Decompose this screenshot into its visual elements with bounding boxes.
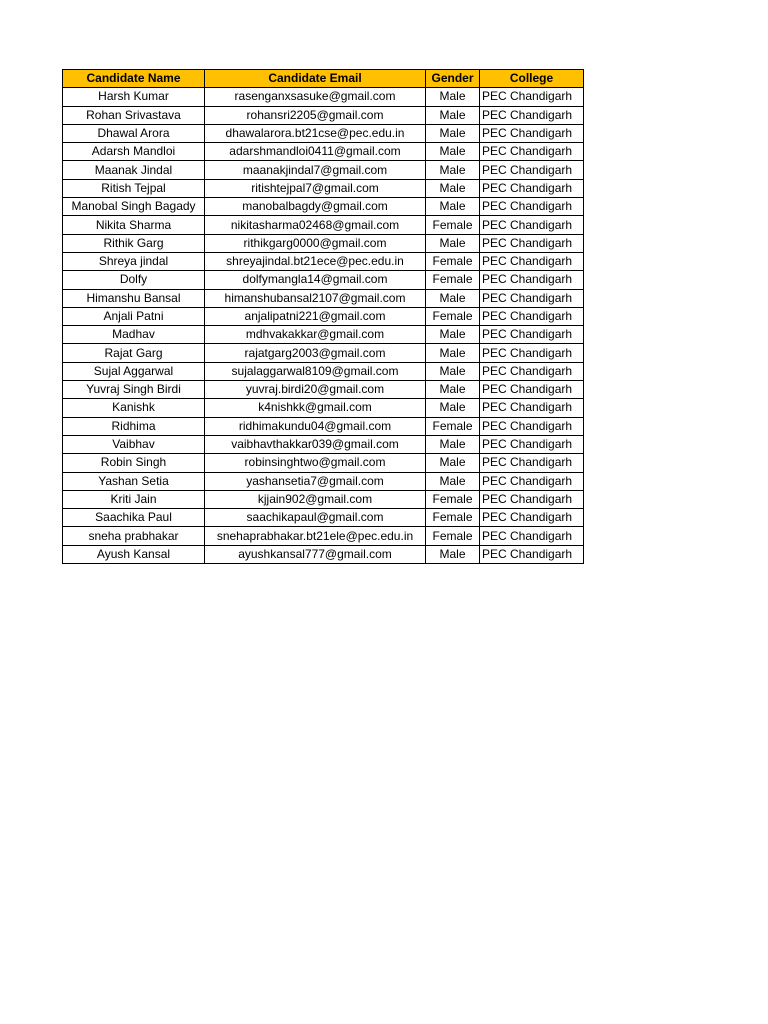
cell-candidate-name: Sujal Aggarwal bbox=[63, 362, 205, 380]
cell-candidate-email: shreyajindal.bt21ece@pec.edu.in bbox=[205, 252, 426, 270]
cell-candidate-name: Harsh Kumar bbox=[63, 88, 205, 106]
table-row bbox=[63, 234, 584, 252]
cell-college: PEC Chandigarh bbox=[480, 234, 584, 252]
table-row bbox=[63, 88, 584, 106]
table-row bbox=[63, 472, 584, 490]
cell-candidate-email: adarshmandloi0411@gmail.com bbox=[205, 143, 426, 161]
cell-college: PEC Chandigarh bbox=[480, 252, 584, 270]
table-row bbox=[63, 106, 584, 124]
cell-candidate-email: saachikapaul@gmail.com bbox=[205, 509, 426, 527]
cell-candidate-email: himanshubansal2107@gmail.com bbox=[205, 289, 426, 307]
cell-gender: Female bbox=[426, 509, 480, 527]
cell-college: PEC Chandigarh bbox=[480, 124, 584, 142]
cell-college: PEC Chandigarh bbox=[480, 362, 584, 380]
cell-college: PEC Chandigarh bbox=[480, 344, 584, 362]
table-row bbox=[63, 216, 584, 234]
cell-college: PEC Chandigarh bbox=[480, 216, 584, 234]
cell-candidate-email: rithikgarg0000@gmail.com bbox=[205, 234, 426, 252]
header-gender: Gender bbox=[426, 70, 480, 88]
cell-gender: Male bbox=[426, 362, 480, 380]
table-row bbox=[63, 124, 584, 142]
table-row bbox=[63, 545, 584, 563]
header-candidate-email: Candidate Email bbox=[205, 70, 426, 88]
cell-gender: Female bbox=[426, 527, 480, 545]
header-college: College bbox=[480, 70, 584, 88]
cell-candidate-name: Madhav bbox=[63, 326, 205, 344]
cell-gender: Male bbox=[426, 124, 480, 142]
cell-candidate-email: yashansetia7@gmail.com bbox=[205, 472, 426, 490]
cell-gender: Female bbox=[426, 216, 480, 234]
table-row bbox=[63, 289, 584, 307]
cell-college: PEC Chandigarh bbox=[480, 399, 584, 417]
cell-college: PEC Chandigarh bbox=[480, 417, 584, 435]
cell-candidate-email: maanakjindal7@gmail.com bbox=[205, 161, 426, 179]
cell-candidate-name: Rajat Garg bbox=[63, 344, 205, 362]
cell-candidate-email: sujalaggarwal8109@gmail.com bbox=[205, 362, 426, 380]
cell-candidate-name: Yashan Setia bbox=[63, 472, 205, 490]
cell-college: PEC Chandigarh bbox=[480, 509, 584, 527]
cell-gender: Female bbox=[426, 252, 480, 270]
cell-candidate-name: Shreya jindal bbox=[63, 252, 205, 270]
cell-candidate-email: ritishtejpal7@gmail.com bbox=[205, 179, 426, 197]
cell-gender: Female bbox=[426, 417, 480, 435]
cell-candidate-name: Rohan Srivastava bbox=[63, 106, 205, 124]
cell-candidate-email: dhawalarora.bt21cse@pec.edu.in bbox=[205, 124, 426, 142]
cell-gender: Male bbox=[426, 106, 480, 124]
cell-candidate-email: nikitasharma02468@gmail.com bbox=[205, 216, 426, 234]
table-row bbox=[63, 143, 584, 161]
cell-candidate-name: Robin Singh bbox=[63, 454, 205, 472]
cell-college: PEC Chandigarh bbox=[480, 326, 584, 344]
table-row bbox=[63, 179, 584, 197]
header-candidate-name: Candidate Name bbox=[63, 70, 205, 88]
cell-college: PEC Chandigarh bbox=[480, 307, 584, 325]
cell-candidate-email: vaibhavthakkar039@gmail.com bbox=[205, 435, 426, 453]
cell-candidate-name: sneha prabhakar bbox=[63, 527, 205, 545]
table-row bbox=[63, 252, 584, 270]
table-row bbox=[63, 509, 584, 527]
cell-candidate-email: dolfymangla14@gmail.com bbox=[205, 271, 426, 289]
cell-college: PEC Chandigarh bbox=[480, 527, 584, 545]
cell-college: PEC Chandigarh bbox=[480, 289, 584, 307]
table-row bbox=[63, 399, 584, 417]
table-row bbox=[63, 326, 584, 344]
cell-candidate-email: snehaprabhakar.bt21ele@pec.edu.in bbox=[205, 527, 426, 545]
cell-candidate-name: Vaibhav bbox=[63, 435, 205, 453]
cell-gender: Male bbox=[426, 161, 480, 179]
cell-candidate-email: kjjain902@gmail.com bbox=[205, 490, 426, 508]
cell-college: PEC Chandigarh bbox=[480, 472, 584, 490]
cell-candidate-name: Kanishk bbox=[63, 399, 205, 417]
table-row bbox=[63, 344, 584, 362]
cell-candidate-email: rohansri2205@gmail.com bbox=[205, 106, 426, 124]
cell-college: PEC Chandigarh bbox=[480, 545, 584, 563]
cell-candidate-email: ridhimakundu04@gmail.com bbox=[205, 417, 426, 435]
cell-candidate-name: Anjali Patni bbox=[63, 307, 205, 325]
cell-candidate-email: yuvraj.birdi20@gmail.com bbox=[205, 381, 426, 399]
cell-gender: Male bbox=[426, 381, 480, 399]
cell-college: PEC Chandigarh bbox=[480, 106, 584, 124]
cell-candidate-name: Yuvraj Singh Birdi bbox=[63, 381, 205, 399]
cell-candidate-name: Rithik Garg bbox=[63, 234, 205, 252]
cell-candidate-email: robinsinghtwo@gmail.com bbox=[205, 454, 426, 472]
cell-college: PEC Chandigarh bbox=[480, 179, 584, 197]
cell-candidate-name: Manobal Singh Bagady bbox=[63, 198, 205, 216]
cell-candidate-email: rajatgarg2003@gmail.com bbox=[205, 344, 426, 362]
cell-candidate-email: anjalipatni221@gmail.com bbox=[205, 307, 426, 325]
cell-gender: Male bbox=[426, 435, 480, 453]
candidate-table bbox=[62, 69, 584, 564]
cell-gender: Male bbox=[426, 472, 480, 490]
cell-college: PEC Chandigarh bbox=[480, 161, 584, 179]
cell-candidate-email: mdhvakakkar@gmail.com bbox=[205, 326, 426, 344]
cell-candidate-name: Ridhima bbox=[63, 417, 205, 435]
table-row bbox=[63, 527, 584, 545]
table-row bbox=[63, 161, 584, 179]
cell-candidate-name: Kriti Jain bbox=[63, 490, 205, 508]
cell-college: PEC Chandigarh bbox=[480, 435, 584, 453]
cell-gender: Male bbox=[426, 326, 480, 344]
cell-candidate-name: Ritish Tejpal bbox=[63, 179, 205, 197]
cell-candidate-email: k4nishkk@gmail.com bbox=[205, 399, 426, 417]
table-row bbox=[63, 490, 584, 508]
cell-candidate-name: Saachika Paul bbox=[63, 509, 205, 527]
cell-gender: Male bbox=[426, 399, 480, 417]
cell-gender: Male bbox=[426, 545, 480, 563]
header-row bbox=[63, 70, 584, 88]
table-row bbox=[63, 271, 584, 289]
cell-college: PEC Chandigarh bbox=[480, 490, 584, 508]
table-row bbox=[63, 198, 584, 216]
cell-gender: Male bbox=[426, 289, 480, 307]
cell-candidate-email: manobalbagdy@gmail.com bbox=[205, 198, 426, 216]
cell-college: PEC Chandigarh bbox=[480, 454, 584, 472]
cell-gender: Male bbox=[426, 234, 480, 252]
cell-college: PEC Chandigarh bbox=[480, 381, 584, 399]
cell-candidate-name: Dolfy bbox=[63, 271, 205, 289]
table-row bbox=[63, 307, 584, 325]
cell-gender: Male bbox=[426, 179, 480, 197]
table-row bbox=[63, 381, 584, 399]
table-body bbox=[63, 88, 584, 564]
cell-gender: Female bbox=[426, 490, 480, 508]
cell-gender: Female bbox=[426, 271, 480, 289]
cell-candidate-name: Ayush Kansal bbox=[63, 545, 205, 563]
cell-candidate-name: Adarsh Mandloi bbox=[63, 143, 205, 161]
cell-gender: Male bbox=[426, 88, 480, 106]
cell-gender: Male bbox=[426, 198, 480, 216]
table-row bbox=[63, 362, 584, 380]
cell-college: PEC Chandigarh bbox=[480, 143, 584, 161]
cell-candidate-name: Nikita Sharma bbox=[63, 216, 205, 234]
table-row bbox=[63, 435, 584, 453]
cell-gender: Male bbox=[426, 143, 480, 161]
cell-candidate-email: ayushkansal777@gmail.com bbox=[205, 545, 426, 563]
cell-college: PEC Chandigarh bbox=[480, 88, 584, 106]
cell-candidate-email: rasenganxsasuke@gmail.com bbox=[205, 88, 426, 106]
cell-candidate-name: Himanshu Bansal bbox=[63, 289, 205, 307]
cell-candidate-name: Maanak Jindal bbox=[63, 161, 205, 179]
cell-college: PEC Chandigarh bbox=[480, 198, 584, 216]
cell-gender: Female bbox=[426, 307, 480, 325]
table-row bbox=[63, 454, 584, 472]
cell-candidate-name: Dhawal Arora bbox=[63, 124, 205, 142]
table-row bbox=[63, 417, 584, 435]
cell-gender: Male bbox=[426, 454, 480, 472]
cell-gender: Male bbox=[426, 344, 480, 362]
cell-college: PEC Chandigarh bbox=[480, 271, 584, 289]
